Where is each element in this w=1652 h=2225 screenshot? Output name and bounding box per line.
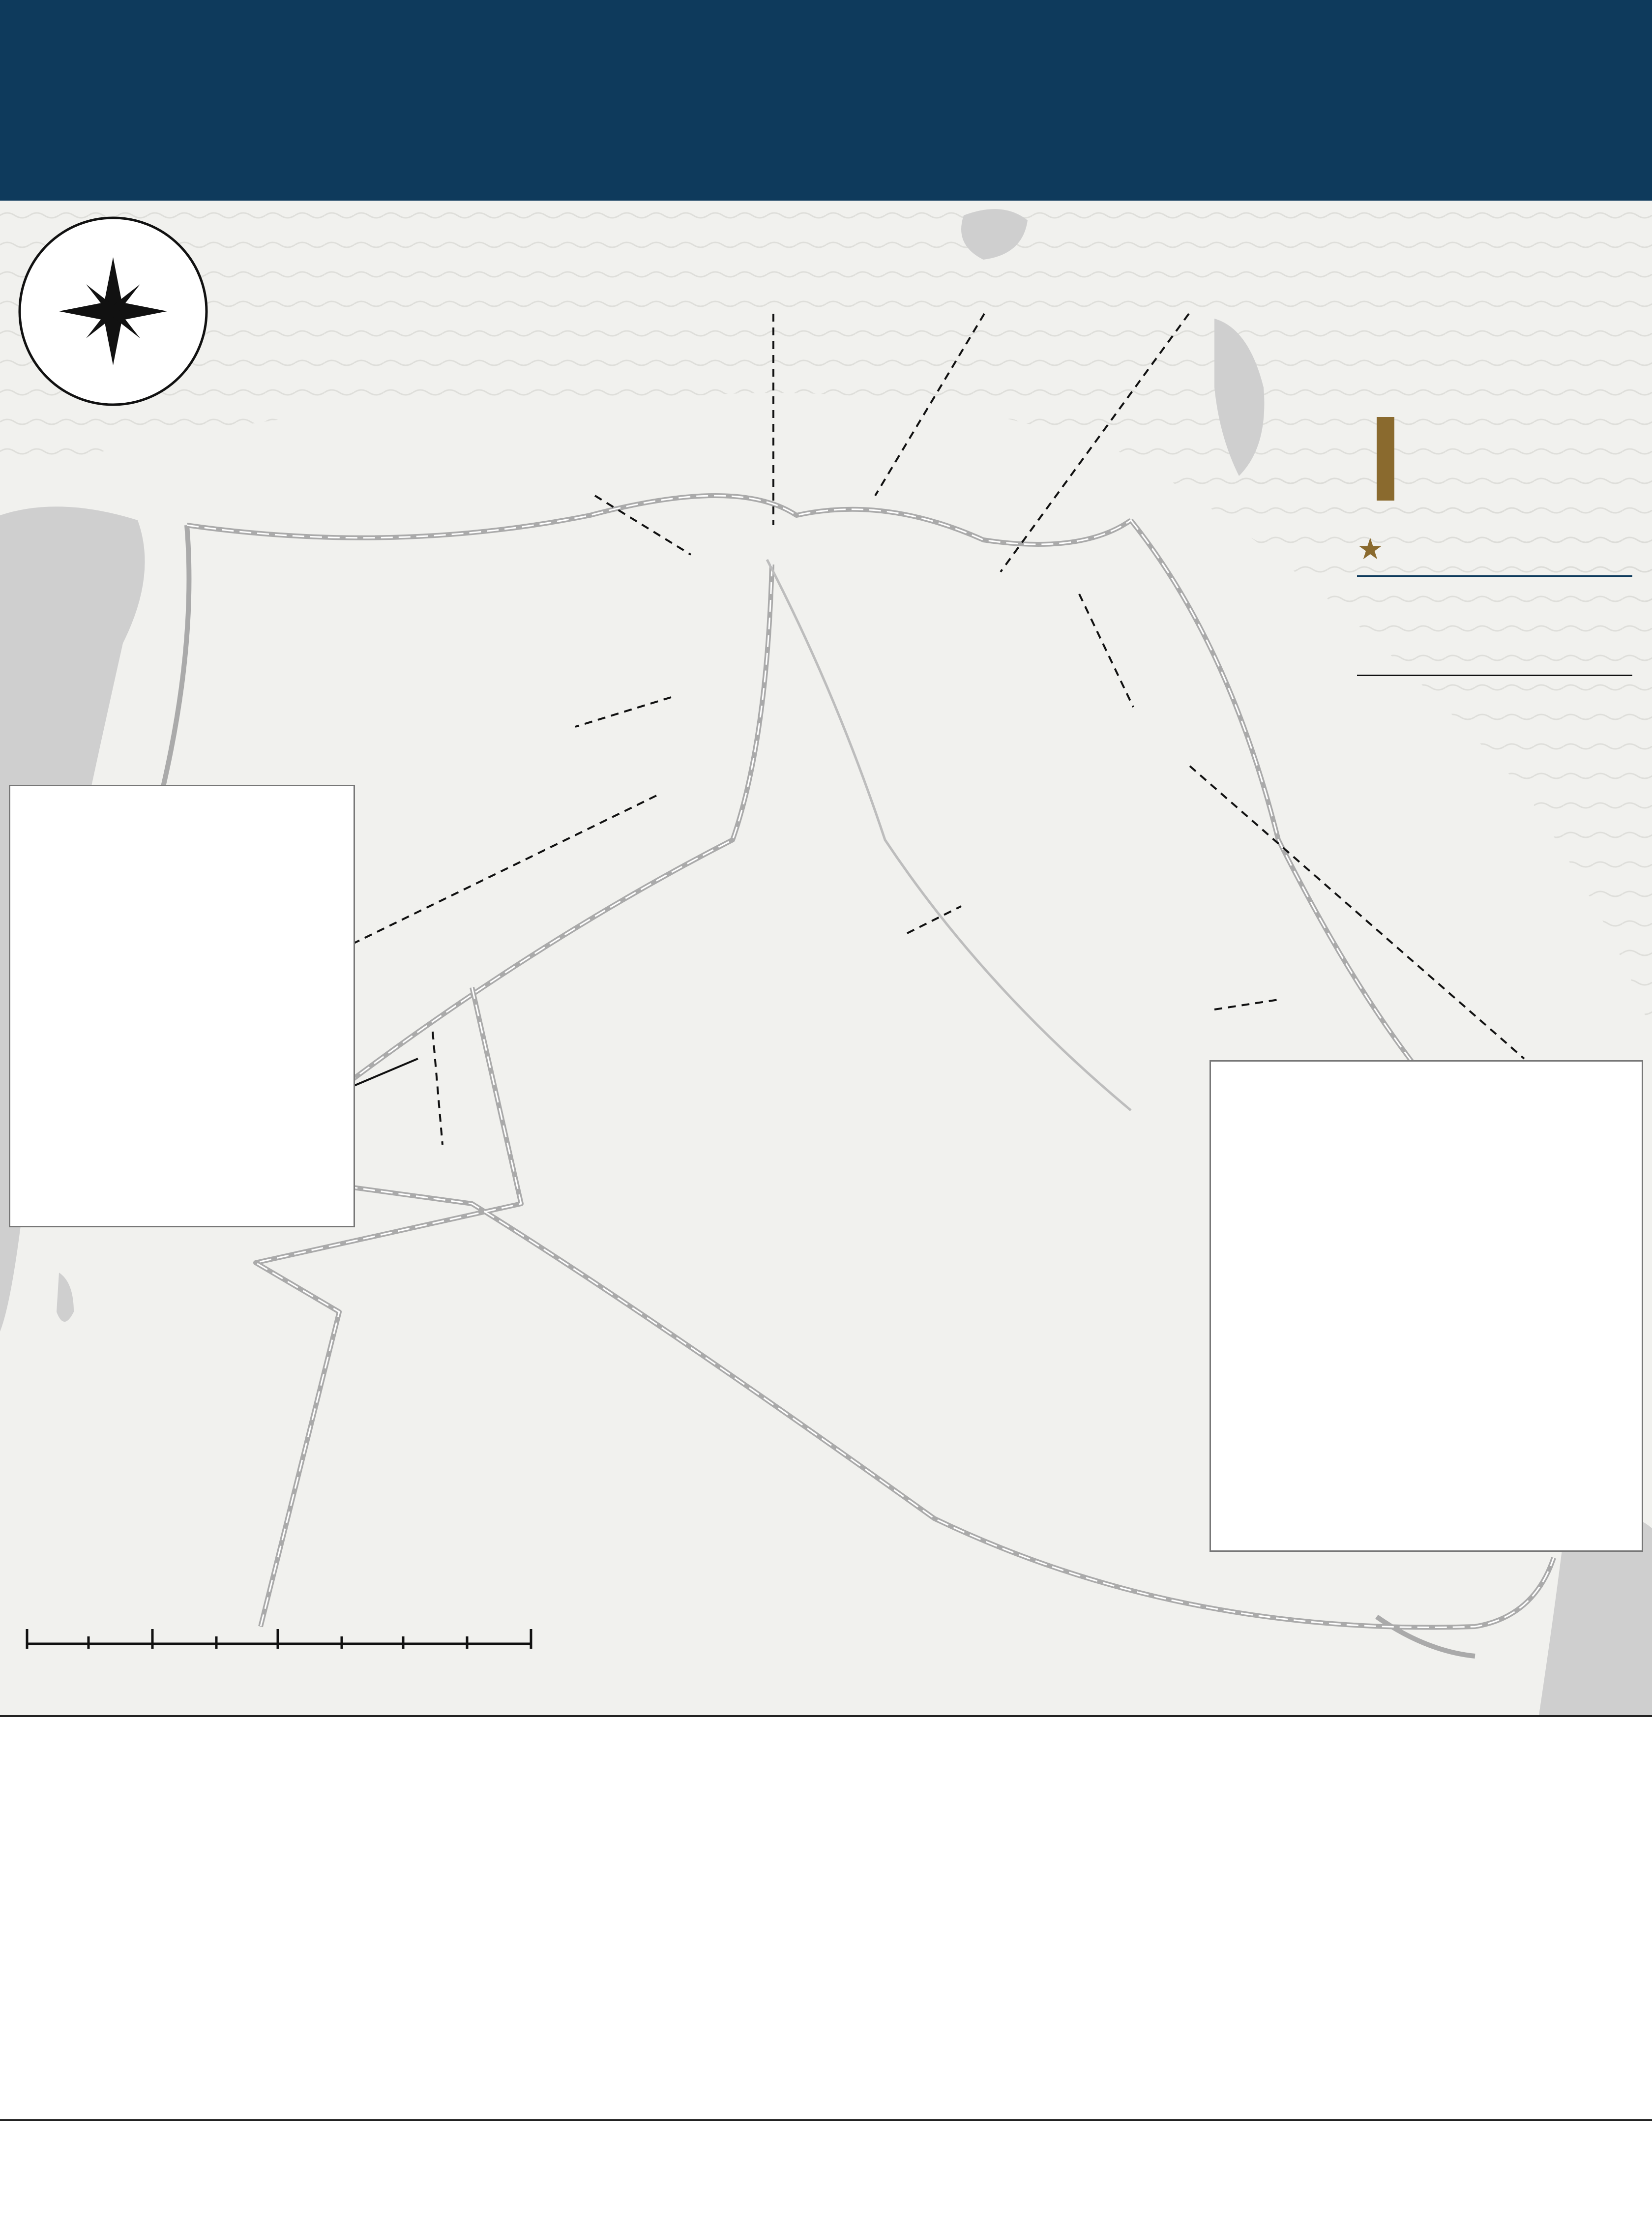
logo-block [1357,417,1632,761]
bar-chart [0,1717,1652,2120]
logo-divider [1357,575,1632,577]
bar-chart-panel [0,1715,1652,2120]
footnote [0,2119,1652,2225]
star-icon: ★ [1357,533,1384,565]
logo-divider-2 [1357,675,1632,676]
callout-islamic-resistance [9,785,355,1227]
isw-pillar-icon [1377,417,1394,501]
callout-kataib-hezbollah [1210,1060,1643,1552]
compass-rose [20,218,206,405]
isw-logo [1377,417,1622,501]
title-bar [0,0,1652,201]
ct-logo [1357,596,1632,665]
map [0,201,1652,1715]
